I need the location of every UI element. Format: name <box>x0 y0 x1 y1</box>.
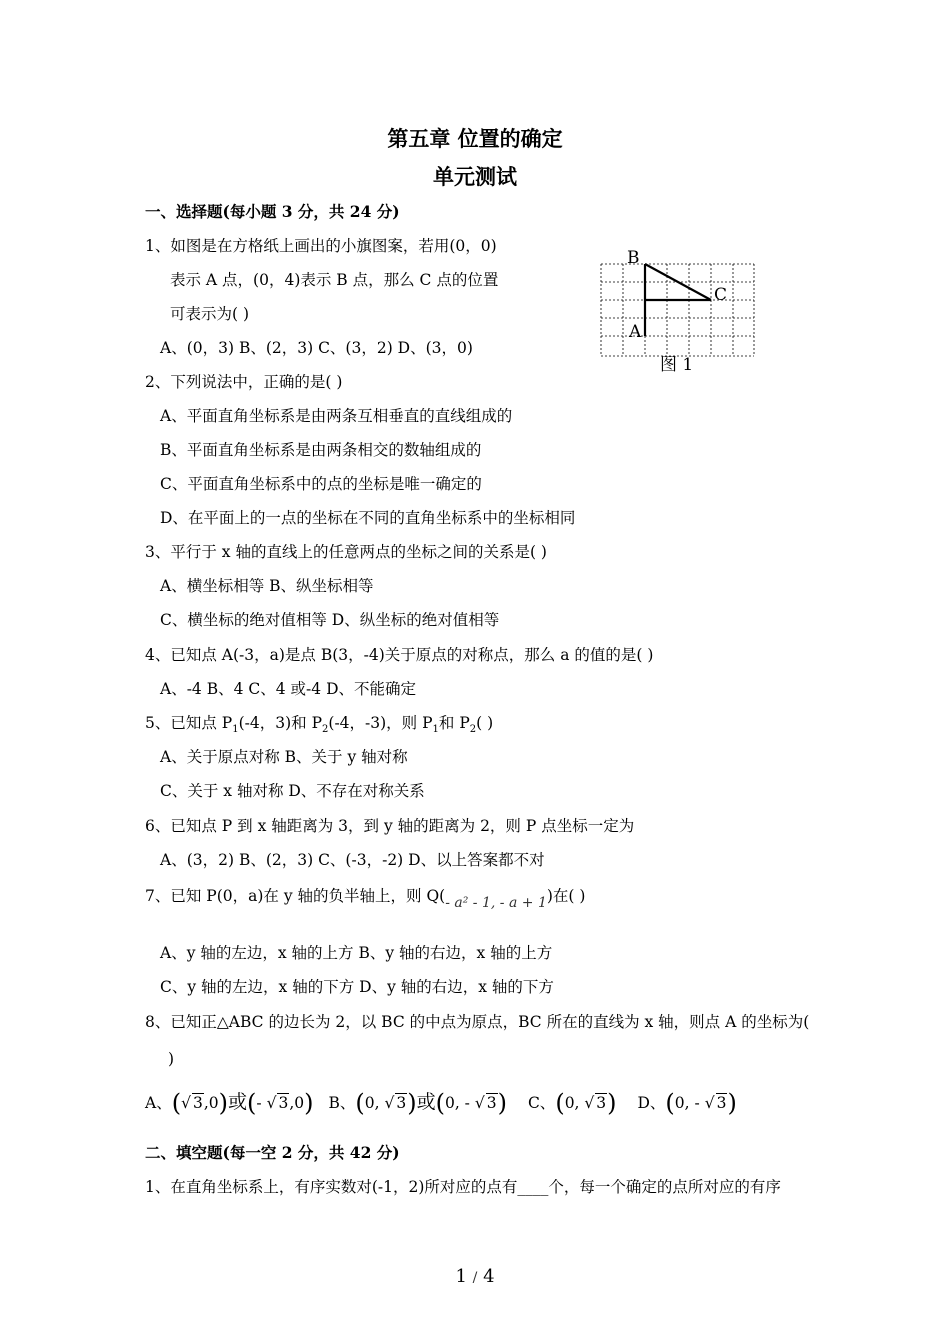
q8-stem-close: ) <box>168 1050 175 1068</box>
point-label-a: A <box>629 322 642 342</box>
fill-question-1: 1、在直角坐标系上，有序实数对(-1，2)所对应的点有____个，每一个确定的点所对应的有序 <box>145 1178 781 1196</box>
paren-close: ) <box>727 1089 737 1117</box>
q5-subscript-3: 1 <box>432 724 439 736</box>
paren-open: ( <box>171 1089 182 1117</box>
q8-b-sqrt-2: 3 <box>486 1094 497 1112</box>
flag-grid-svg <box>596 246 761 376</box>
paren-close: ) <box>304 1089 314 1117</box>
q3-stem: 3、平行于 x 轴的直线上的任意两点的坐标之间的关系是( ) <box>145 543 547 561</box>
q7-options-ab: A、y 轴的左边，x 轴的上方 B、y 轴的右边，x 轴的上方 <box>160 944 553 962</box>
page-number-footer <box>0 1266 950 1287</box>
paren-open: ( <box>247 1089 257 1117</box>
point-label-c: C <box>714 285 728 305</box>
q7-options-cd: C、y 轴的左边，x 轴的下方 D、y 轴的右边，x 轴的下方 <box>160 978 554 996</box>
q8-d-sqrt: 3 <box>716 1094 727 1112</box>
q5-stem-part-e: ( ) <box>476 714 494 732</box>
section-heading-choice: 一、选择题(每小题 3 分，共 24 分) <box>145 202 400 221</box>
q8-b-sqrt-1: 3 <box>396 1094 407 1112</box>
q8-b-head-2: 0, - <box>444 1094 475 1112</box>
paren-close: ) <box>497 1089 507 1117</box>
q7-stem <box>145 886 586 911</box>
document-title: 第五章 位置的确定 <box>387 126 563 151</box>
q2-option-b: B、平面直角坐标系是由两条相交的数轴组成的 <box>160 441 482 459</box>
q8-option-b-label: B、 <box>328 1094 356 1112</box>
q8-a-sqrt-1: 3 <box>192 1094 203 1112</box>
paren-open: ( <box>435 1089 445 1117</box>
q8-a-sqrt-2: 3 <box>278 1094 289 1112</box>
q3-options-cd: C、横坐标的绝对值相等 D、纵坐标的绝对值相等 <box>160 611 500 629</box>
q5-stem-part-c: (-4，-3)，则 P <box>328 714 433 732</box>
q8-option-d-label: D、 <box>637 1094 666 1112</box>
q8-options: A、(√ 3,0)或(- √ 3,0) B、(0, √ 3)或(0, - √ 3) C、(0, √ 3) D、(0, - √ 3) <box>145 1089 737 1117</box>
point-label-b: B <box>627 248 640 268</box>
paren-close: ) <box>218 1089 229 1117</box>
paren-open: ( <box>555 1089 565 1117</box>
page-separator: / <box>472 1270 478 1286</box>
q8-a-head-2: - <box>256 1094 267 1112</box>
paren-close: ) <box>607 1089 617 1117</box>
q5-subscript-4: 2 <box>469 724 477 736</box>
paren-open: ( <box>665 1089 675 1117</box>
q8-b-or: 或 <box>416 1091 436 1113</box>
q8-a-tail-2: ,0 <box>289 1094 305 1112</box>
q3-options-ab: A、横坐标相等 B、纵坐标相等 <box>160 577 374 595</box>
q8-option-a-label: A、 <box>145 1094 172 1112</box>
page-total: 4 <box>483 1266 495 1287</box>
page-current: 1 <box>455 1266 467 1287</box>
q2-option-d: D、在平面上的一点的坐标在不同的直角坐标系中的坐标相同 <box>160 509 576 527</box>
flag-shape <box>645 264 711 336</box>
q8-a-or: 或 <box>228 1091 248 1113</box>
q5-stem-part-b: (-4，3)和 P <box>238 714 323 732</box>
q7-stem-part-a: 7、已知 P(0，a)在 y 轴的负半轴上，则 Q( <box>145 887 446 905</box>
q5-options-cd: C、关于 x 轴对称 D、不存在对称关系 <box>160 782 425 800</box>
q4-stem: 4、已知点 A(-3，a)是点 B(3，-4)关于原点的对称点，那么 a 的值的是( ) <box>145 646 654 664</box>
paren-close: ) <box>407 1089 417 1117</box>
q7-expression: - a² - 1, - a + 1 <box>445 895 547 911</box>
q2-option-a: A、平面直角坐标系是由两条互相垂直的直线组成的 <box>160 407 513 425</box>
q5-stem-part-d: 和 P <box>438 714 470 732</box>
q6-options: A、(3，2) B、(2，3) C、(-3，-2) D、以上答案都不对 <box>160 851 545 869</box>
q8-a-tail-1: ,0 <box>203 1094 219 1112</box>
section-heading-fill: 二、填空题(每一空 2 分，共 42 分) <box>145 1143 400 1162</box>
q1-options: A、(0，3) B、(2，3) C、(3，2) D、(3，0) <box>160 339 473 357</box>
q8-d-head: 0, - <box>674 1094 705 1112</box>
q7-stem-part-b: )在( ) <box>546 887 586 905</box>
flag-grid-figure <box>596 246 761 376</box>
paren-open: ( <box>355 1089 365 1117</box>
q8-option-c-label: C、 <box>527 1094 556 1112</box>
q1-line-3: 可表示为( ) <box>170 305 250 323</box>
q4-options: A、-4 B、4 C、4 或-4 D、不能确定 <box>160 680 417 698</box>
figure-caption: 图 1 <box>660 355 694 375</box>
q8-c-head: 0, <box>564 1094 585 1112</box>
q1-line-2: 表示 A 点，(0，4)表示 B 点，那么 C 点的位置 <box>170 271 499 289</box>
q5-subscript-1: 1 <box>232 724 239 736</box>
grid-lines <box>601 264 754 356</box>
document-subtitle: 单元测试 <box>433 164 517 189</box>
q5-subscript-2: 2 <box>322 724 329 736</box>
q8-stem: 8、已知正△ABC 的边长为 2，以 BC 的中点为原点，BC 所在的直线为 x 轴，则点 A 的坐标为( <box>145 1013 810 1031</box>
q2-stem: 2、下列说法中，正确的是( ) <box>145 373 343 391</box>
q5-stem <box>145 713 493 740</box>
q5-options-ab: A、关于原点对称 B、关于 y 轴对称 <box>160 748 408 766</box>
q1-line-1: 1、如图是在方格纸上画出的小旗图案，若用(0，0) <box>145 237 497 255</box>
q5-stem-part-a: 5、已知点 P <box>145 714 233 732</box>
q6-stem: 6、已知点 P 到 x 轴距离为 3，到 y 轴的距离为 2，则 P 点坐标一定为 <box>145 817 635 835</box>
q8-b-head-1: 0, <box>364 1094 385 1112</box>
q8-c-sqrt: 3 <box>596 1094 607 1112</box>
q2-option-c: C、平面直角坐标系中的点的坐标是唯一确定的 <box>160 475 482 493</box>
